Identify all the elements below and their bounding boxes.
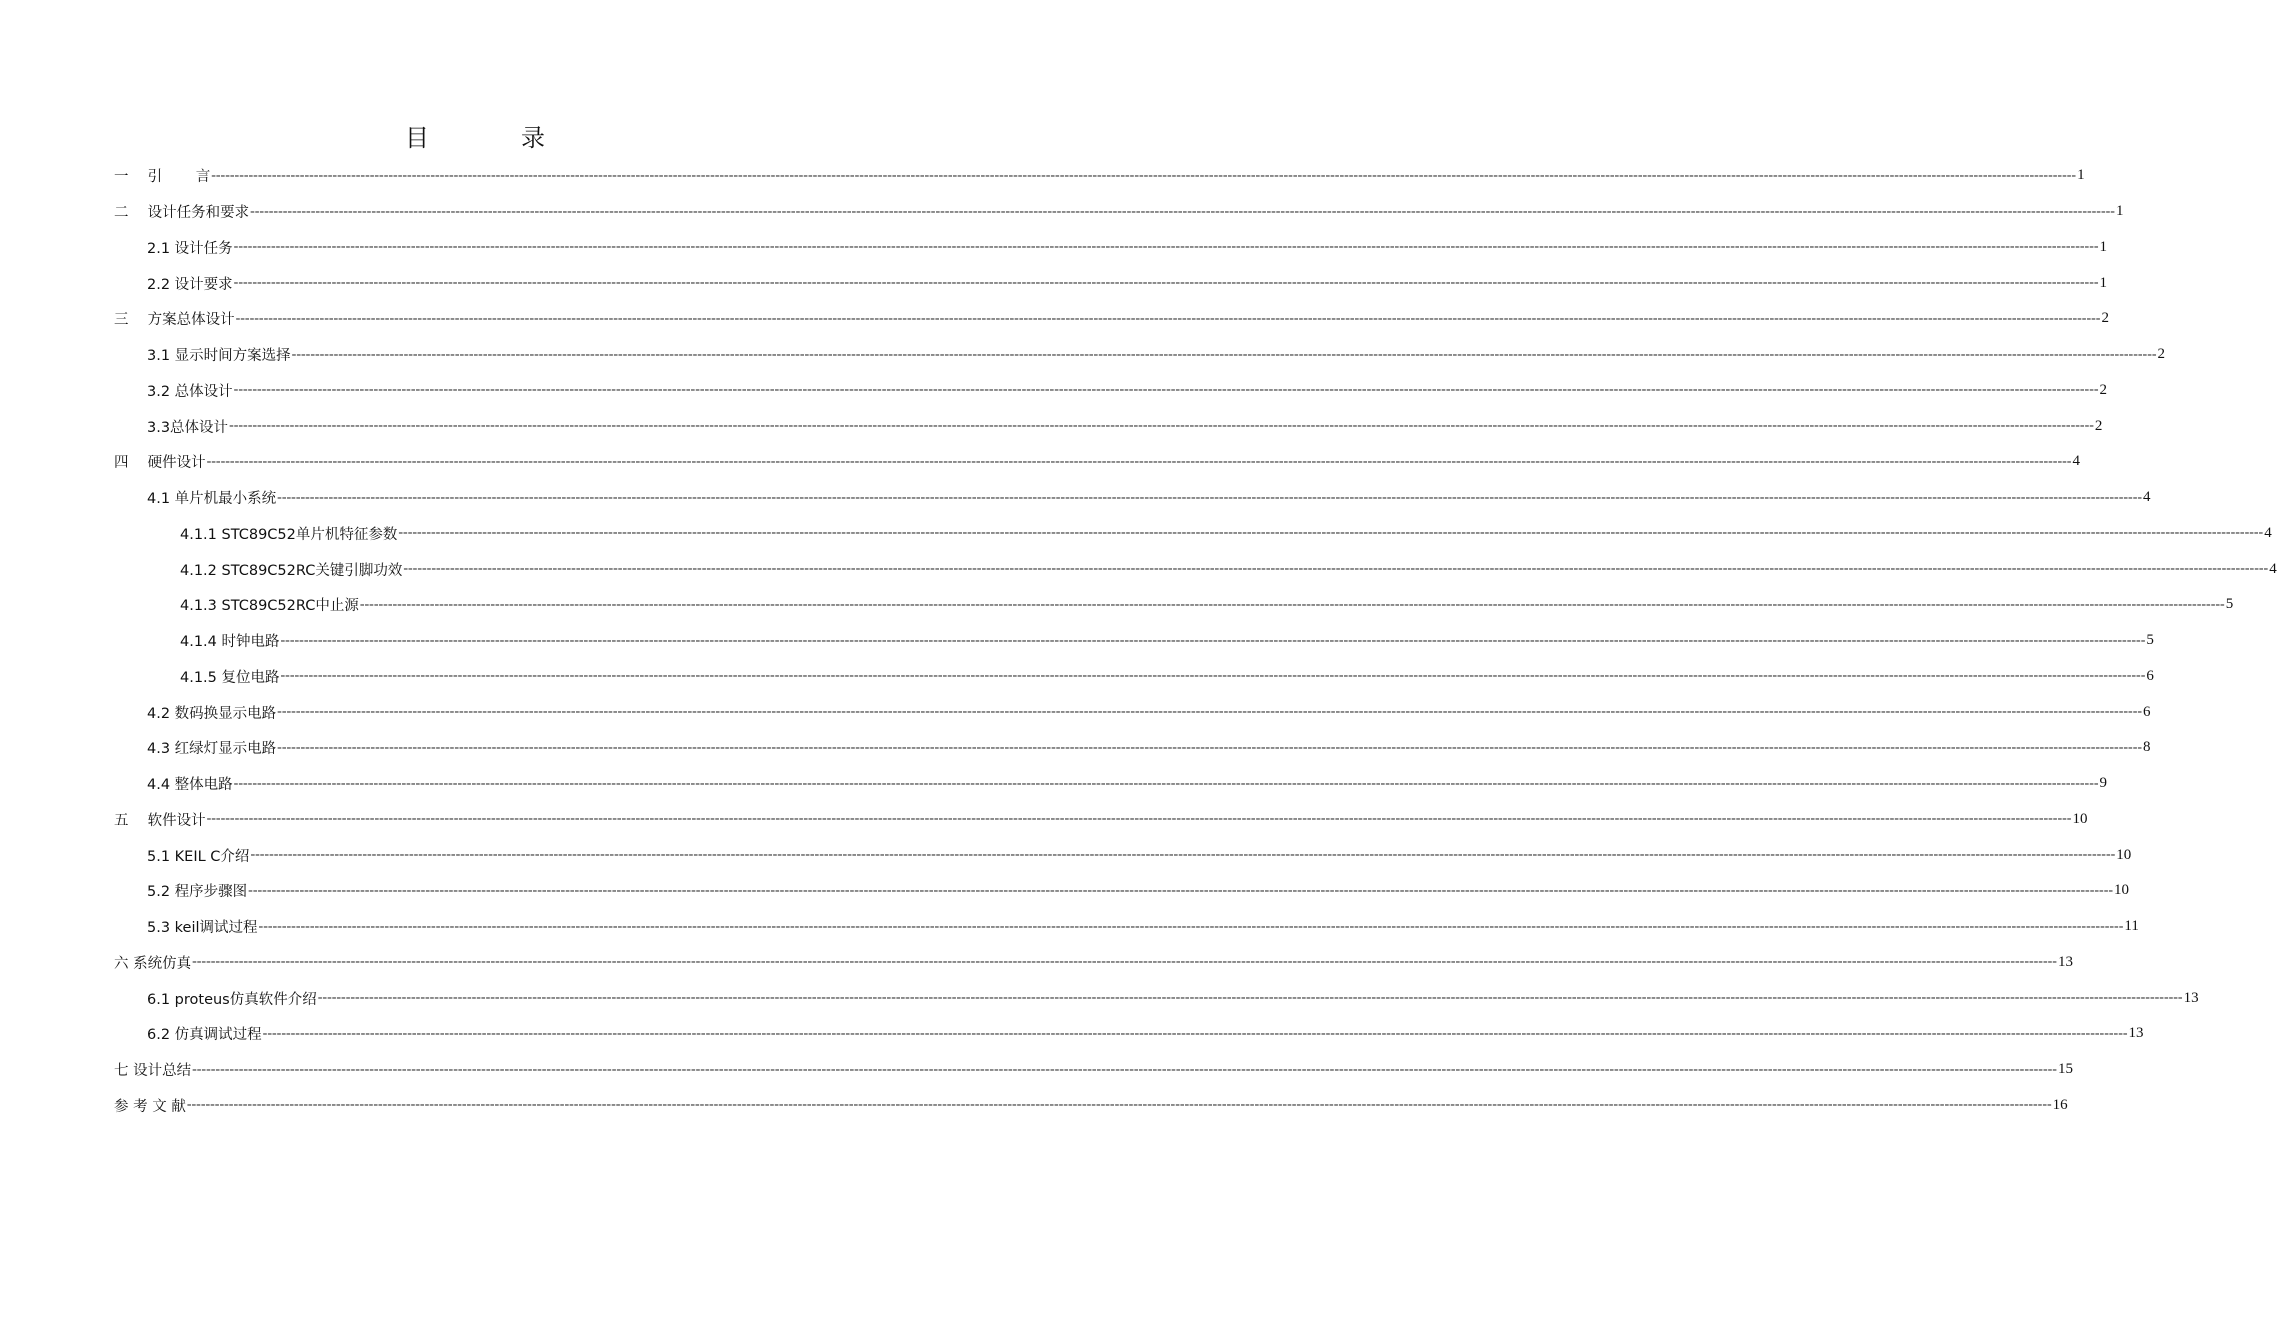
toc-entry-page-number: 2 — [2099, 381, 2108, 398]
toc-dot-leader: ---------------------------------------------------------------------------------------------------------------------------------------------------------------------------------------------------------------------------------------------------------------------------------------------------------------------------------------------------------------------------------------------------------------- — [398, 525, 2264, 541]
toc-entry-page-number: 4 — [2072, 453, 2080, 470]
toc-dot-leader: ---------------------------------------------------------------------------------------------------------------------------------------------------------------------------------------------------------------------------------------------------------------------------------------------------------------------------------------------------------------------------------------------------------------- — [192, 1061, 2057, 1077]
toc-entry-page-number: 10 — [2114, 882, 2130, 899]
toc-entry-page-number: 10 — [2116, 846, 2132, 863]
toc-entry[interactable] — [114, 480, 2151, 516]
toc-entry-label: 4.1.5 复位电路 — [180, 669, 280, 686]
toc-entry-label: 2.1 设计任务 — [147, 240, 233, 257]
table-of-contents — [114, 158, 2277, 1123]
toc-dot-leader: ---------------------------------------------------------------------------------------------------------------------------------------------------------------------------------------------------------------------------------------------------------------------------------------------------------------------------------------------------------------------------------------------------------------- — [248, 882, 2114, 898]
toc-dot-leader: ---------------------------------------------------------------------------------------------------------------------------------------------------------------------------------------------------------------------------------------------------------------------------------------------------------------------------------------------------------------------------------------------------------------- — [317, 990, 2183, 1006]
toc-entry-page-number: 4 — [2143, 489, 2151, 506]
toc-entry[interactable] — [114, 408, 2103, 444]
toc-dot-leader: ---------------------------------------------------------------------------------------------------------------------------------------------------------------------------------------------------------------------------------------------------------------------------------------------------------------------------------------------------------------------------------------------------------------- — [262, 1025, 2128, 1041]
toc-entry-page-number: 16 — [2052, 1096, 2068, 1113]
toc-entry-page-number: 2 — [2157, 346, 2166, 363]
toc-dot-leader: ---------------------------------------------------------------------------------------------------------------------------------------------------------------------------------------------------------------------------------------------------------------------------------------------------------------------------------------------------------------------------------------------------------------- — [403, 561, 2269, 577]
toc-dot-leader: ---------------------------------------------------------------------------------------------------------------------------------------------------------------------------------------------------------------------------------------------------------------------------------------------------------------------------------------------------------------------------------------------------------------- — [280, 668, 2146, 684]
toc-entry[interactable] — [114, 659, 2154, 695]
toc-dot-leader: ---------------------------------------------------------------------------------------------------------------------------------------------------------------------------------------------------------------------------------------------------------------------------------------------------------------------------------------------------------------------------------------------------------------- — [277, 704, 2143, 720]
toc-dot-leader: ---------------------------------------------------------------------------------------------------------------------------------------------------------------------------------------------------------------------------------------------------------------------------------------------------------------------------------------------------------------------------------------------------------------- — [233, 382, 2099, 398]
toc-entry-label: 4.1.2 STC89C52RC关键引脚功效 — [180, 562, 403, 579]
toc-entry[interactable] — [114, 230, 2108, 266]
toc-entry-label: 6.1 proteus仿真软件介绍 — [147, 991, 317, 1008]
toc-entry-page-number: 4 — [2269, 560, 2277, 577]
toc-entry-label: 4.2 数码换显示电路 — [147, 705, 277, 722]
toc-entry[interactable] — [114, 337, 2166, 373]
toc-entry[interactable] — [114, 1052, 2073, 1088]
toc-entry-page-number: 2 — [2101, 310, 2109, 327]
toc-dot-leader: ---------------------------------------------------------------------------------------------------------------------------------------------------------------------------------------------------------------------------------------------------------------------------------------------------------------------------------------------------------------------------------------------------------------- — [192, 954, 2057, 970]
toc-entry[interactable] — [114, 301, 2109, 337]
toc-entry[interactable] — [114, 873, 2130, 909]
toc-entry[interactable] — [114, 516, 2272, 552]
toc-entry-label: 2.2 设计要求 — [147, 276, 233, 293]
toc-entry-label: 一 引 言 — [114, 169, 211, 186]
toc-dot-leader: ---------------------------------------------------------------------------------------------------------------------------------------------------------------------------------------------------------------------------------------------------------------------------------------------------------------------------------------------------------------------------------------------------------------- — [229, 418, 2094, 434]
toc-dot-leader: ---------------------------------------------------------------------------------------------------------------------------------------------------------------------------------------------------------------------------------------------------------------------------------------------------------------------------------------------------------------------------------------------------------------- — [233, 239, 2099, 255]
toc-entry-page-number: 1 — [2099, 274, 2108, 291]
toc-entry[interactable] — [114, 158, 2085, 194]
toc-entry[interactable] — [114, 980, 2199, 1016]
toc-entry-page-number: 1 — [2077, 167, 2085, 184]
toc-entry-label: 5.1 KEIL C介绍 — [147, 848, 250, 865]
toc-entry[interactable] — [114, 444, 2080, 480]
toc-entry-page-number: 10 — [2072, 810, 2088, 827]
toc-entry[interactable] — [114, 730, 2151, 766]
toc-entry[interactable] — [114, 373, 2108, 409]
toc-dot-leader: ---------------------------------------------------------------------------------------------------------------------------------------------------------------------------------------------------------------------------------------------------------------------------------------------------------------------------------------------------------------------------------------------------------------- — [277, 739, 2143, 755]
toc-dot-leader: ---------------------------------------------------------------------------------------------------------------------------------------------------------------------------------------------------------------------------------------------------------------------------------------------------------------------------------------------------------------------------------------------------------------- — [186, 1097, 2052, 1113]
toc-entry-page-number: 9 — [2099, 775, 2108, 792]
toc-dot-leader: ---------------------------------------------------------------------------------------------------------------------------------------------------------------------------------------------------------------------------------------------------------------------------------------------------------------------------------------------------------------------------------------------------------------- — [359, 596, 2225, 612]
toc-entry[interactable] — [114, 909, 2139, 945]
toc-entry-label: 4.1 单片机最小系统 — [147, 491, 277, 508]
toc-entry-page-number: 13 — [2128, 1025, 2144, 1042]
toc-entry[interactable] — [114, 265, 2108, 301]
toc-entry-label: 4.3 红绿灯显示电路 — [147, 741, 277, 758]
toc-entry-label: 5.3 keil调试过程 — [147, 920, 258, 937]
toc-entry-label: 6.2 仿真调试过程 — [147, 1027, 262, 1044]
toc-dot-leader: ---------------------------------------------------------------------------------------------------------------------------------------------------------------------------------------------------------------------------------------------------------------------------------------------------------------------------------------------------------------------------------------------------------------- — [250, 203, 2115, 219]
toc-entry-label: 3.1 显示时间方案选择 — [147, 348, 291, 365]
toc-entry[interactable] — [114, 194, 2124, 230]
toc-entry-page-number: 6 — [2143, 703, 2151, 720]
toc-entry[interactable] — [114, 1088, 2068, 1124]
toc-entry-label: 5.2 程序步骤图 — [147, 884, 248, 901]
toc-entry-page-number: 5 — [2225, 596, 2234, 613]
toc-entry[interactable] — [114, 1016, 2144, 1052]
toc-dot-leader: ---------------------------------------------------------------------------------------------------------------------------------------------------------------------------------------------------------------------------------------------------------------------------------------------------------------------------------------------------------------------------------------------------------------- — [277, 489, 2143, 505]
toc-entry[interactable] — [114, 837, 2132, 873]
toc-entry-page-number: 1 — [2099, 238, 2108, 255]
toc-entry-page-number: 1 — [2115, 203, 2124, 220]
toc-entry-label: 4.1.3 STC89C52RC中止源 — [180, 598, 359, 615]
toc-entry-label: 六 系统仿真 — [114, 955, 192, 972]
toc-dot-leader: ---------------------------------------------------------------------------------------------------------------------------------------------------------------------------------------------------------------------------------------------------------------------------------------------------------------------------------------------------------------------------------------------------------------- — [258, 918, 2124, 934]
toc-dot-leader: ---------------------------------------------------------------------------------------------------------------------------------------------------------------------------------------------------------------------------------------------------------------------------------------------------------------------------------------------------------------------------------------------------------------- — [250, 847, 2116, 863]
toc-entry-label: 五 软件设计 — [114, 812, 206, 829]
toc-entry-page-number: 5 — [2146, 632, 2154, 649]
toc-entry-label: 4.4 整体电路 — [147, 777, 233, 794]
toc-dot-leader: ---------------------------------------------------------------------------------------------------------------------------------------------------------------------------------------------------------------------------------------------------------------------------------------------------------------------------------------------------------------------------------------------------------------- — [235, 310, 2101, 326]
toc-dot-leader: ---------------------------------------------------------------------------------------------------------------------------------------------------------------------------------------------------------------------------------------------------------------------------------------------------------------------------------------------------------------------------------------------------------------- — [211, 167, 2077, 183]
toc-entry-page-number: 4 — [2264, 524, 2272, 541]
toc-dot-leader: ---------------------------------------------------------------------------------------------------------------------------------------------------------------------------------------------------------------------------------------------------------------------------------------------------------------------------------------------------------------------------------------------------------------- — [233, 775, 2099, 791]
toc-entry-page-number: 13 — [2183, 989, 2199, 1006]
toc-entry[interactable] — [114, 551, 2277, 587]
toc-entry-label: 4.1.4 时钟电路 — [180, 634, 280, 651]
toc-entry[interactable] — [114, 945, 2073, 981]
toc-entry-page-number: 2 — [2094, 417, 2103, 434]
toc-entry-label: 4.1.1 STC89C52单片机特征参数 — [180, 526, 398, 543]
toc-entry-label: 四 硬件设计 — [114, 455, 206, 472]
toc-entry-page-number: 15 — [2057, 1061, 2073, 1078]
toc-entry-page-number: 13 — [2057, 953, 2073, 970]
toc-dot-leader: ---------------------------------------------------------------------------------------------------------------------------------------------------------------------------------------------------------------------------------------------------------------------------------------------------------------------------------------------------------------------------------------------------------------- — [206, 453, 2072, 469]
toc-entry[interactable] — [114, 694, 2151, 730]
toc-entry-page-number: 8 — [2143, 739, 2151, 756]
toc-entry-label: 参 考 文 献 — [114, 1098, 186, 1115]
toc-dot-leader: ---------------------------------------------------------------------------------------------------------------------------------------------------------------------------------------------------------------------------------------------------------------------------------------------------------------------------------------------------------------------------------------------------------------- — [291, 346, 2157, 362]
toc-dot-leader: ---------------------------------------------------------------------------------------------------------------------------------------------------------------------------------------------------------------------------------------------------------------------------------------------------------------------------------------------------------------------------------------------------------------- — [206, 811, 2072, 827]
toc-entry[interactable] — [114, 587, 2234, 623]
toc-entry-label: 3.3总体设计 — [147, 419, 229, 436]
toc-entry-label: 二 设计任务和要求 — [114, 205, 250, 222]
toc-title: 目 录 — [405, 124, 579, 152]
toc-entry-page-number: 6 — [2146, 667, 2154, 684]
toc-entry-label: 三 方案总体设计 — [114, 312, 235, 329]
toc-entry-label: 3.2 总体设计 — [147, 383, 233, 400]
toc-entry-page-number: 11 — [2124, 918, 2139, 935]
toc-entry[interactable] — [114, 766, 2108, 802]
toc-entry[interactable] — [114, 802, 2088, 838]
toc-dot-leader: ---------------------------------------------------------------------------------------------------------------------------------------------------------------------------------------------------------------------------------------------------------------------------------------------------------------------------------------------------------------------------------------------------------------- — [280, 632, 2146, 648]
toc-dot-leader: ---------------------------------------------------------------------------------------------------------------------------------------------------------------------------------------------------------------------------------------------------------------------------------------------------------------------------------------------------------------------------------------------------------------- — [233, 275, 2099, 291]
toc-entry[interactable] — [114, 623, 2154, 659]
toc-entry-label: 七 设计总结 — [114, 1063, 192, 1080]
